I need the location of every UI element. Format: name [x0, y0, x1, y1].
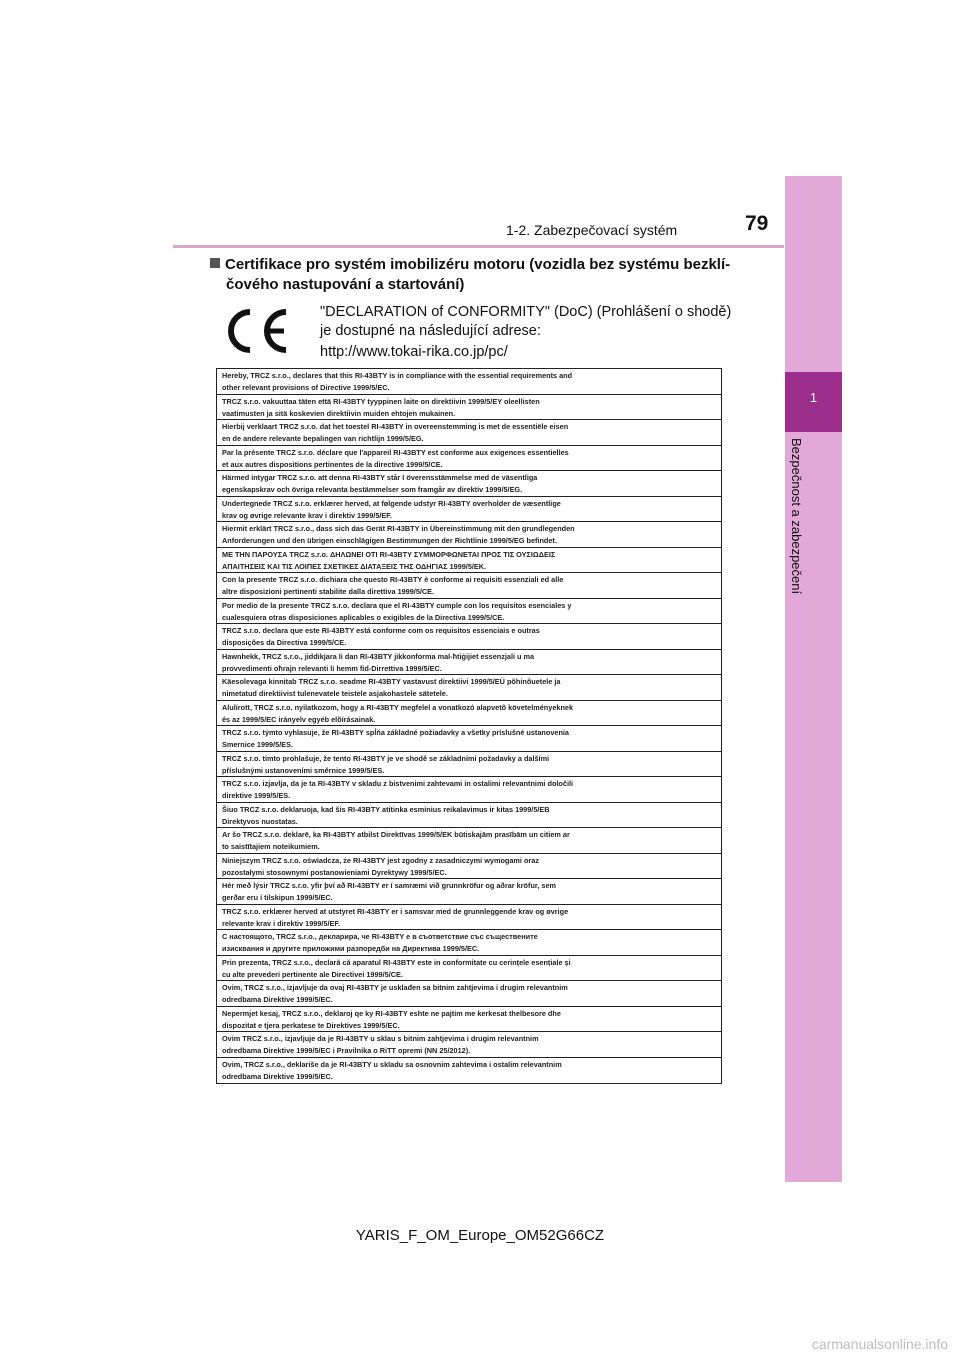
row-text-line-2: altre disposizioni pertinenti stabilite dalla direttiva 1999/5/CE. [222, 587, 435, 596]
row-text-line-1: TRCZ s.r.o. týmto vyhlasuje, že RI-43BTY spĺňa základné požiadavky a všetky príslušné ustanovenia [222, 728, 569, 737]
declaration-url-link[interactable]: http://www.tokai-rika.co.jp/pc/ [320, 344, 508, 360]
table-row [217, 624, 721, 650]
table-row [217, 930, 721, 956]
table-row [217, 701, 721, 727]
row-text-line-2: en de andere relevante bepalingen van richtlijn 1999/5/EG. [222, 434, 424, 443]
row-text-line-1: Hierbij verklaart TRCZ s.r.o. dat het toestel RI-43BTY in overeenstemming is met de essentiële eisen [222, 422, 569, 431]
table-row [217, 471, 721, 497]
row-text-line-2: odredbama Direktive 1999/5/EC. [222, 995, 333, 1004]
section-subheading [210, 255, 755, 295]
table-row [217, 395, 721, 421]
watermark: carmanualsonline.info [811, 1336, 948, 1352]
table-row [217, 726, 721, 752]
row-text-line-1: ΜΕ ΤΗΝ ΠΑΡΟΥΣΑ TRCZ s.r.o. ΔΗΛΩΝΕΙ ΟΤΙ RI-43BTY ΣΥΜΜΟΡΦΩΝΕΤΑΙ ΠΡΟΣ ΤΙΣ ΟΥΣΙΩΔΕΙΣ [222, 549, 556, 559]
row-text-line-2: изисквания и другите приложими разпоредби на Директива 1999/5/ЕС. [222, 944, 480, 953]
row-text-line-1: Hereby, TRCZ s.r.o., declares that this RI-43BTY is in compliance with the essential requirements and [222, 371, 573, 380]
row-text-line-2: dispozitat e tjera perkatese te Direktives 1999/5/EC. [222, 1020, 400, 1030]
header-divider [173, 245, 784, 248]
row-text-line-1: TRCZ s.r.o. tímto prohlašuje, že tento RI-43BTY je ve shodě se základními požadavky a dalšími [222, 753, 550, 763]
row-text-line-2: other relevant provisions of Directive 1999/5/EC. [222, 383, 390, 392]
table-row [217, 497, 721, 523]
row-text-line-1: Härmed intygar TRCZ s.r.o. att denna RI-43BTY står I överensstämmelse med de väsentliga [222, 473, 538, 482]
page-number: 79 [745, 212, 769, 235]
row-text-line-2: odredbama Direktive 1999/5/EC. [222, 1071, 333, 1081]
row-text-line-2: disposições da Directiva 1999/5/CE. [222, 638, 347, 647]
table-row [217, 1032, 721, 1058]
row-text-line-1: Hawnhekk, TRCZ s.r.o., jiddikjara li dan RI-43BTY jikkonforma mal-ħtiġijiet essenzjali u ma [222, 651, 535, 661]
declaration-line-2: je dostupné na následující adrese: [320, 323, 541, 339]
row-text-line-2: Smernice 1999/5/ES. [222, 740, 293, 749]
row-text-line-1: Por medio de la presente TRCZ s.r.o. declara que el RI-43BTY cumple con los requisitos esenciales y [222, 600, 572, 610]
row-text-line-2: cualesquiera otras disposiciones aplicables o exigibles de la Directiva 1999/5/CE. [222, 612, 505, 622]
row-text-line-2: cu alte prevederi pertinente ale Directivei 1999/5/CE. [222, 969, 403, 979]
row-text-line-1: Undertegnede TRCZ s.r.o. erklærer herved, at følgende udstyr RI-43BTY overholder de væsentlige [222, 498, 561, 508]
row-text-line-1: Niniejszym TRCZ s.r.o. oświadcza, że RI-43BTY jest zgodny z zasadniczymi wymogami oraz [222, 855, 539, 865]
table-row [217, 854, 721, 880]
row-text-line-2: és az 1999/5/EC irányelv egyéb elõírásainak. [222, 714, 376, 724]
row-text-line-2: to saistītajiem noteikumiem. [222, 842, 320, 851]
row-text-line-2: odredbama Direktive 1999/5/EC i Pravilnika o RiTT opremi (NN 25/2012). [222, 1046, 471, 1055]
table-row [217, 828, 721, 854]
table-row [217, 956, 721, 982]
row-text-line-1: Prin prezenta, TRCZ s.r.o., declară că aparatul RI-43BTY este in conformitate cu cerințele esențiale și [222, 957, 571, 967]
row-text-line-1: TRCZ s.r.o. declara que este RI-43BTY está conforme com os requisitos essenciais e outras [222, 626, 540, 635]
table-row [217, 777, 721, 803]
table-row [217, 573, 721, 599]
table-row [217, 752, 721, 778]
row-text-line-2: pozostałymi stosownymi postanowieniami Dyrektywy 1999/5/EC. [222, 867, 447, 877]
row-text-line-2: vaatimusten ja sitä koskevien direktiivin muiden ehtojen mukainen. [222, 408, 456, 418]
row-text-line-1: Ovim, TRCZ s.r.o., izjavljuje da ovaj RI-43BTY je usklađen sa bitnim zahtjevima i drugim relevantnim [222, 983, 568, 992]
chapter-number-box[interactable] [785, 372, 842, 432]
row-text-line-1: TRCZ s.r.o. vakuuttaa täten että RI-43BTY tyyppinen laite on direktiivin 1999/5/EY oleellisten [222, 396, 540, 406]
document-code: YARIS_F_OM_Europe_OM52G66CZ [355, 1227, 605, 1244]
row-text-line-2: Direktyvos nuostatas. [222, 816, 298, 826]
table-row [217, 803, 721, 829]
declaration-line-1: "DECLARATION of CONFORMITY" (DoC) (Prohlášení o shodě) [320, 304, 732, 320]
table-row [217, 599, 721, 625]
row-text-line-1: Ovim TRCZ s.r.o., izjavljuje da je RI-43BTY u sklau s bitnim zahtjevima i drugim relevantnim [222, 1034, 539, 1043]
row-text-line-1: Nepermjet kesaj, TRCZ s.r.o., deklaroj qe ky RI-43BTY eshte ne pajtim me kerkesat thelbesore dhe [222, 1008, 561, 1018]
row-text-line-2: nimetatud direktiivist tulenevatele teistele asjakohastele sätetele. [222, 689, 448, 698]
row-text-line-2: egenskapskrav och övriga relevanta bestämmelser som framgår av direktiv 1999/5/EG. [222, 485, 523, 494]
row-text-line-1: Šiuo TRCZ s.r.o. deklaruoja, kad šis RI-43BTY atitinka esminius reikalavimus ir kitas 1999/5/EB [222, 804, 550, 814]
row-text-line-1: С настоящото, TRCZ s.r.o., декларира, че RI-43BTY е в съответствие със съществените [222, 932, 538, 941]
table-row [217, 522, 721, 548]
row-text-line-2: et aux autres dispositions pertinentes de la directive 1999/5/CE. [222, 459, 443, 469]
row-text-line-1: Hiermit erklärt TRCZ s.r.o., dass sich das Gerät RI-43BTY in Übereinstimmung mit den grundlegenden [222, 524, 575, 533]
row-text-line-1: Alulírott, TRCZ s.r.o. nyilatkozom, hogy a RI-43BTY megfelel a vonatkozó alapvetõ követelményeknek [222, 702, 574, 712]
row-text-line-2: provvedimenti oħrajn relevanti li hemm fid-Dirrettiva 1999/5/EC. [222, 663, 442, 673]
row-text-line-1: Par la présente TRCZ s.r.o. déclare que l'appareil RI-43BTY est conforme aux exigences essentielles [222, 447, 569, 457]
row-text-line-2: krav og øvrige relevante krav i direktiv 1999/5/EF. [222, 510, 392, 520]
row-text-line-1: Con la presente TRCZ s.r.o. dichiara che questo RI-43BTY è conforme ai requisiti essenziali ed alle [222, 575, 564, 584]
ce-mark-icon [224, 308, 290, 359]
section-title: 1-2. Zabezpečovací systém [506, 222, 678, 238]
table-row [217, 420, 721, 446]
table-row [217, 905, 721, 931]
chapter-label: Bezpečnost a zabezpečení [789, 438, 804, 595]
table-row [217, 650, 721, 676]
row-text-line-1: Ar šo TRCZ s.r.o. deklarē, ka RI-43BTY atbilst Direktīvas 1999/5/EK būtiskajām prasībām un citiem ar [222, 830, 570, 839]
table-row [217, 675, 721, 701]
table-row [217, 1058, 721, 1084]
row-text-line-1: Hér með lýsir TRCZ s.r.o. yfir því að RI-43BTY er í samræmi við grunnkröfur og aðrar kröfur, sem [222, 881, 556, 890]
table-row [217, 981, 721, 1007]
square-bullet-icon [210, 258, 220, 268]
subheading-line-1: Certifikace pro systém imobilizéru motoru (vozidla bez systému bezklí- [225, 256, 731, 273]
table-row [217, 879, 721, 905]
row-text-line-2: příslušnými ustanoveními směrnice 1999/5/ES. [222, 765, 385, 775]
table-row [217, 548, 721, 574]
row-text-line-1: Ovim, TRCZ s.r.o., deklariše da je RI-43BTY u skladu sa osnovnim zahtevima i ostalim relevantnim [222, 1059, 562, 1069]
row-text-line-2: Anforderungen und den übrigen einschlägigen Bestimmungen der Richtlinie 1999/5/EG befindet. [222, 536, 557, 545]
row-text-line-1: TRCZ s.r.o. erklærer herved at utstyret RI-43BTY er i samsvar med de grunnleggende krav og øvrige [222, 906, 569, 916]
row-text-line-1: Käesolevaga kinnitab TRCZ s.r.o. seadme RI-43BTY vastavust direktiivi 1999/5/EÜ põhinõuetele ja [222, 677, 561, 686]
row-text-line-2: direktive 1999/5/ES. [222, 791, 291, 800]
table-row [217, 446, 721, 472]
declarations-table [216, 368, 722, 1084]
chapter-number: 1 [809, 390, 818, 405]
row-text-line-1: TRCZ s.r.o. izjavlja, da je ta RI-43BTY v skladu z bistvenimi zahtevami in ostalimi relevantnimi določili [222, 779, 574, 788]
table-row [217, 1007, 721, 1033]
row-text-line-2: relevante krav i direktiv 1999/5/EF. [222, 918, 341, 928]
row-text-line-2: ΑΠΑΙΤΗΣΕΙΣ ΚΑΙ ΤΙΣ ΛΟΙΠΕΣ ΣΧΕΤΙΚΕΣ ΔΙΑΤΑΞΕΙΣ ΤΗΣ ΟΔΗΓΙΑΣ 1999/5/ΕΚ. [222, 561, 487, 571]
declaration-of-conformity [320, 303, 760, 362]
row-text-line-2: gerðar eru í tilskipun 1999/5/EC. [222, 893, 333, 902]
table-row [217, 369, 721, 395]
subheading-line-2: čového nastupování a startování) [226, 276, 465, 293]
